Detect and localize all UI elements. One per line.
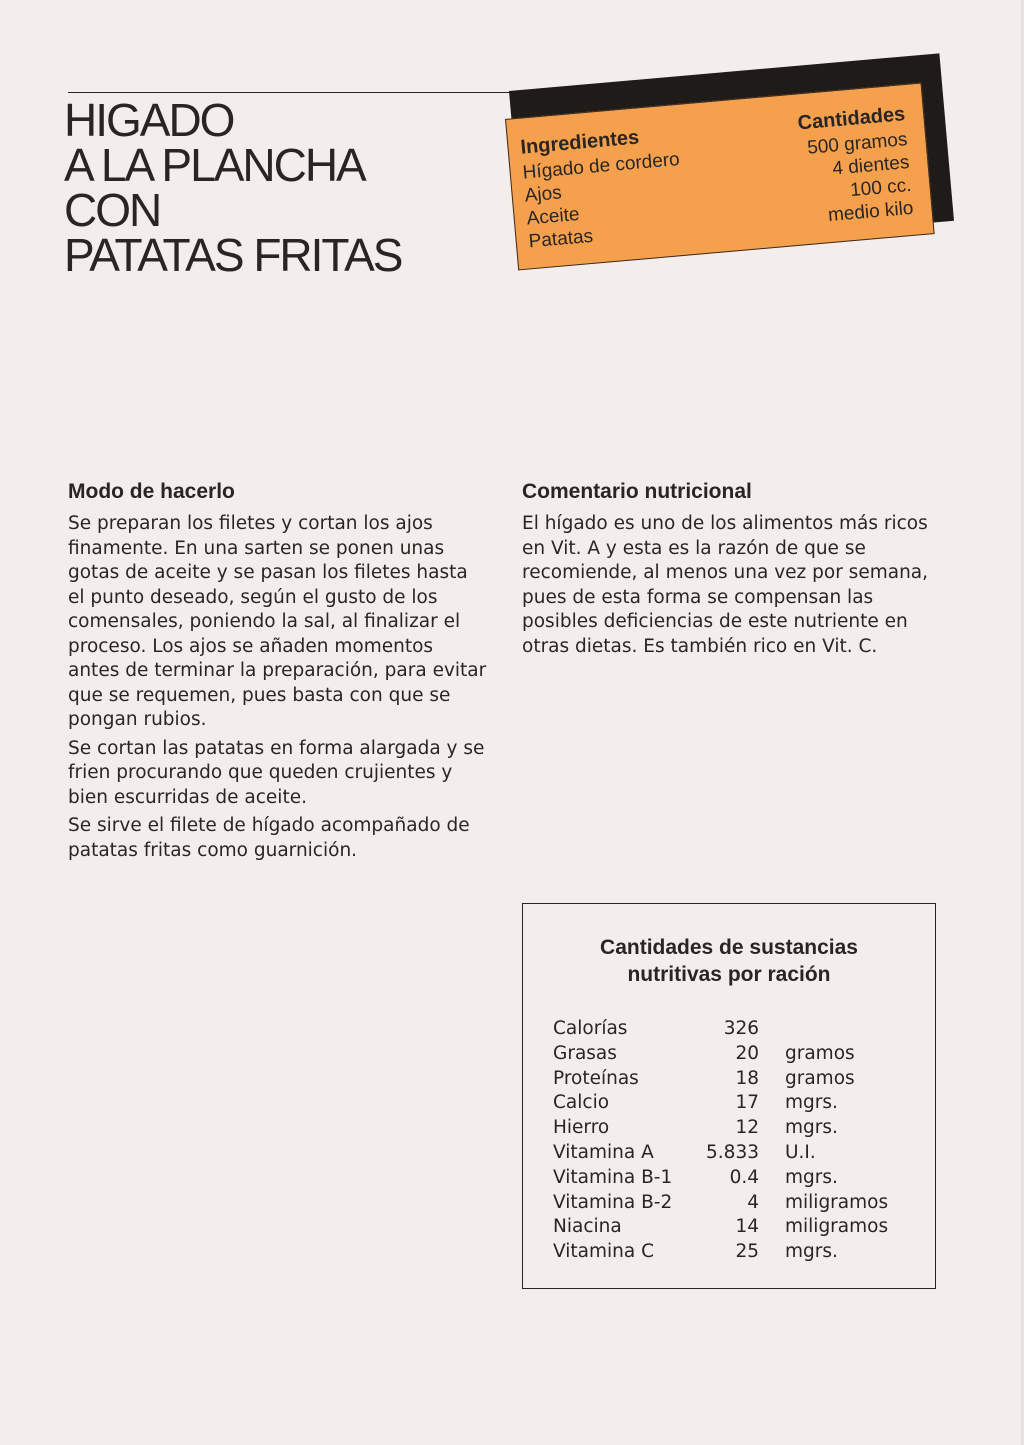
nutrition-title-line: Cantidades de sustancias xyxy=(600,936,858,959)
nutrient-value: 5.833 xyxy=(706,1141,759,1163)
ingredient-name: Ajos xyxy=(523,182,563,207)
nutrient-name: Calcio xyxy=(553,1092,610,1114)
nutrient-unit: gramos xyxy=(785,1067,855,1089)
nutrient-value: 12 xyxy=(735,1117,759,1139)
ingredient-qty: 100 cc. xyxy=(849,174,913,202)
method-paragraph: Se sirve el filete de hígado acompañado de patatas fritas como guarnición. xyxy=(68,815,470,861)
nutrient-name: Hierro xyxy=(553,1117,610,1139)
ingredient-qty: 4 dientes xyxy=(831,151,911,180)
commentary-paragraph: El hígado es uno de los alimentos más ricos en Vit. A y esta es la razón de que se recomiende, al menos una vez por semana, pues de esta forma se compensan las posibles deficiencias de este nutriente en otras dietas. Es también rico en Vit. C. xyxy=(522,513,929,657)
nutrient-name: Vitamina B-2 xyxy=(553,1191,673,1213)
nutrition-row xyxy=(553,1117,923,1142)
nutrient-unit: U.I. xyxy=(785,1141,816,1163)
nutrient-unit: miligramos xyxy=(785,1216,889,1238)
nutrient-name: Niacina xyxy=(553,1216,622,1238)
method-paragraph: Se preparan los filetes y cortan los ajos finamente. En una sarten se ponen unas gotas de aceite y se pasan los filetes hasta el punto deseado, según el gusto de los comensales, poniendo la sal, al finalizar el proceso. Los ajos se añaden momentos antes de terminar la preparación, para evitar que se requemen, pues basta con que se pongan rubios. xyxy=(68,513,487,730)
commentary-heading: Comentario nutricional xyxy=(522,480,752,503)
nutrient-value: 14 xyxy=(735,1216,759,1238)
nutrient-value: 17 xyxy=(735,1092,759,1114)
nutrition-row xyxy=(553,1092,923,1117)
quantities-header: Cantidades xyxy=(796,103,907,135)
method-paragraph: Se cortan las patatas en forma alargada y se frien procurando que queden crujientes y bien escurridas de aceite. xyxy=(68,737,485,808)
nutrition-row xyxy=(553,1192,923,1217)
ingredient-qty: 500 gramos xyxy=(806,129,909,159)
nutrient-unit: mgrs. xyxy=(785,1241,838,1263)
nutrient-value: 0.4 xyxy=(729,1166,759,1188)
title-line: A LA PLANCHA xyxy=(64,139,365,191)
nutrition-title xyxy=(523,934,935,988)
nutrition-row xyxy=(553,1068,923,1093)
nutrition-box xyxy=(522,903,936,1289)
method-text xyxy=(68,512,488,867)
title-line: PATATAS FRITAS xyxy=(64,229,402,281)
nutrition-row xyxy=(553,1142,923,1167)
nutrition-list xyxy=(553,1018,923,1266)
nutrient-unit: gramos xyxy=(785,1042,855,1064)
ingredients-panel xyxy=(495,75,940,275)
nutrient-unit: miligramos xyxy=(785,1191,889,1213)
nutrition-row xyxy=(553,1167,923,1192)
nutrient-value: 20 xyxy=(735,1042,759,1064)
nutrient-name: Vitamina B-1 xyxy=(553,1166,673,1188)
nutrient-unit: mgrs. xyxy=(785,1092,838,1114)
nutrient-name: Grasas xyxy=(553,1042,617,1064)
ingredients-header: Ingredientes xyxy=(519,126,640,159)
nutrition-row xyxy=(553,1043,923,1068)
nutrition-row xyxy=(553,1241,923,1266)
recipe-title xyxy=(64,94,402,281)
nutrient-value: 25 xyxy=(735,1241,759,1263)
nutrient-name: Vitamina A xyxy=(553,1141,654,1163)
nutrient-name: Calorías xyxy=(553,1018,628,1039)
ingredient-name: Patatas xyxy=(527,225,594,253)
nutrient-unit: mgrs. xyxy=(785,1166,838,1188)
nutrient-value: 4 xyxy=(747,1191,759,1213)
nutrition-title-line: nutritivas por ración xyxy=(627,963,831,986)
nutrient-name: Proteínas xyxy=(553,1067,639,1089)
title-line: CON xyxy=(64,184,161,236)
title-line: HIGADO xyxy=(64,94,234,146)
ingredient-name: Aceite xyxy=(525,203,581,230)
commentary-text xyxy=(522,512,934,663)
ingredient-name: Hígado de cordero xyxy=(521,148,681,184)
nutrient-value: 326 xyxy=(723,1018,759,1039)
ingredient-qty: medio kilo xyxy=(827,197,915,227)
nutrient-value: 18 xyxy=(735,1067,759,1089)
nutrition-row xyxy=(553,1216,923,1241)
method-heading: Modo de hacerlo xyxy=(68,480,235,503)
nutrient-name: Vitamina C xyxy=(553,1241,655,1263)
nutrition-row xyxy=(553,1018,923,1043)
nutrient-unit: mgrs. xyxy=(785,1117,838,1139)
